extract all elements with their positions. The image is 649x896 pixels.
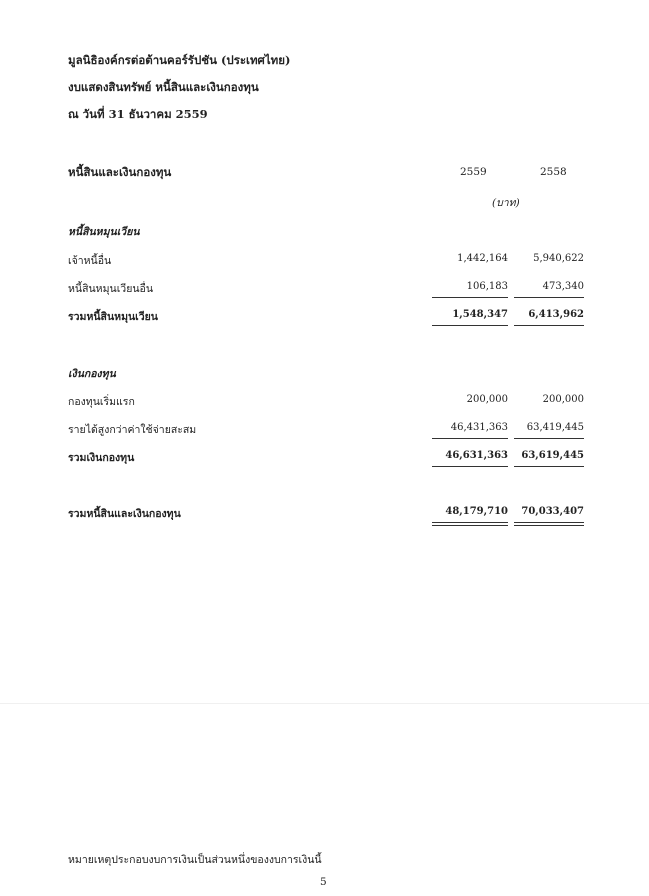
subtotal-rule-2559 [432,297,508,298]
unit-label: (บาท) [492,197,520,209]
grand-total-double-rule-2558 [514,522,584,523]
column-header-2558: 2558 [540,166,567,178]
total-rule-2559 [432,466,508,467]
row-label-accumulated-surplus: รายได้สูงกว่าค่าใช้จ่ายสะสม [68,424,197,436]
row-value-2558: 63,419,445 [526,422,584,433]
row-value-2559: 46,431,363 [450,422,508,433]
org-name: มูลนิธิองค์กรต่อต้านคอร์รัปชัน (ประเทศไทย) [68,53,291,67]
total-rule-2558 [514,325,584,326]
column-header-2559: 2559 [460,166,487,178]
total-rule-2559 [432,325,508,326]
grand-total-double-rule-2559 [432,525,508,526]
table-title: หนี้สินและเงินกองทุน [68,165,172,179]
page-number: 5 [320,876,327,888]
grand-total-value-2558: 70,033,407 [521,506,584,517]
page-fold-line [0,703,649,704]
subtotal-rule-2558 [514,297,584,298]
statement-date: ณ วันที่ 31 ธันวาคม 2559 [68,107,208,121]
total-label-current-liabilities: รวมหนี้สินหมุนเวียน [68,311,158,323]
footer-note: หมายเหตุประกอบงบการเงินเป็นส่วนหนึ่งของงบการเงินนี้ [68,854,322,866]
section-heading-fund: เงินกองทุน [68,368,116,380]
grand-total-label: รวมหนี้สินและเงินกองทุน [68,508,181,520]
row-label-other-current-liabilities: หนี้สินหมุนเวียนอื่น [68,283,154,295]
total-value-2559: 1,548,347 [452,309,508,320]
total-value-2558: 6,413,962 [528,309,584,320]
grand-total-double-rule-2558 [514,525,584,526]
row-value-2558: 200,000 [542,394,584,405]
row-value-2558: 473,340 [542,281,584,292]
subtotal-rule-2558 [514,438,584,439]
total-rule-2558 [514,466,584,467]
row-value-2558: 5,940,622 [533,253,584,264]
subtotal-rule-2559 [432,438,508,439]
total-value-2559: 46,631,363 [445,450,508,461]
grand-total-double-rule-2559 [432,522,508,523]
row-value-2559: 1,442,164 [457,253,508,264]
section-heading-current-liabilities: หนี้สินหมุนเวียน [68,226,140,238]
row-value-2559: 200,000 [466,394,508,405]
row-value-2559: 106,183 [466,281,508,292]
total-value-2558: 63,619,445 [521,450,584,461]
statement-title: งบแสดงสินทรัพย์ หนี้สินและเงินกองทุน [68,80,259,94]
total-label-fund: รวมเงินกองทุน [68,452,135,464]
row-label-other-payables: เจ้าหนี้อื่น [68,255,112,267]
grand-total-value-2559: 48,179,710 [445,506,508,517]
row-label-initial-fund: กองทุนเริ่มแรก [68,396,135,408]
